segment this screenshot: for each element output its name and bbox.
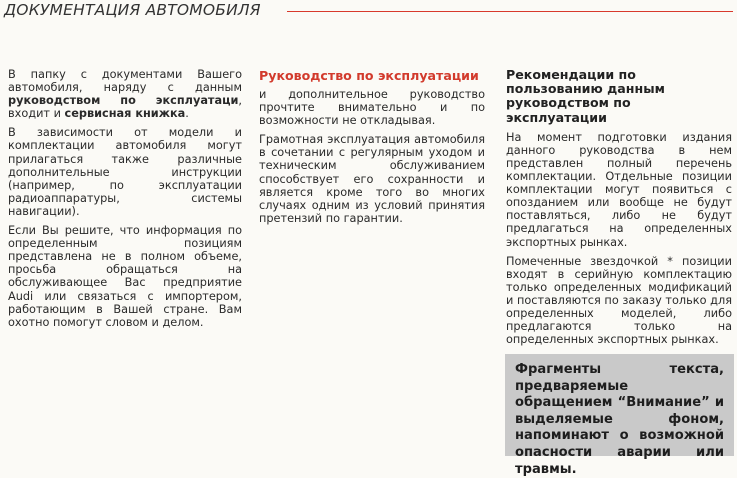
column-recommendations — [506, 68, 732, 352]
intro-text-c: , входит и — [8, 94, 242, 121]
recommendations-paragraph-1: На момент подготовки издания данного руководства в нем представлен полный перечень комплектации. Отдельные позиции комплектации могут появиться с опозданием или вообще не будут поставляться, либо не будут предлагаться на определенных экспортных рынках. — [506, 130, 732, 249]
service-book-term: сервисная книжка — [64, 107, 186, 121]
manual-paragraph-2: Грамотная эксплуатация автомобиля в сочетании с регулярным уходом и техническим обслуживанием способствует его сохранности и является кроме того во многих случаях одним из условий принятия претензий по гарантии. — [259, 133, 485, 225]
column-intro — [8, 68, 242, 335]
intro-text-a: В папку с документами Вашего автомобиля, наряду с данным — [8, 68, 242, 95]
column-manual — [259, 68, 485, 231]
section-title: ДОКУМЕНТАЦИЯ АВТОМОБИЛЯ — [4, 1, 261, 19]
warning-callout — [505, 354, 734, 477]
intro-paragraph-2: В зависимости от модели и комплектации автомобиля могут прилагаться также различные дополнительные инструкции (например, по эксплуатации радиоаппаратуры, системы навигации). — [8, 126, 242, 218]
intro-paragraph-3: Если Вы решите, что информация по определенным позициям представлена не в полном объеме, просьба обращаться на обслуживающее Вас предприятие Audi или связаться с импортером, работающим в Вашей стране. Вам охотно помогут словом и делом. — [8, 224, 242, 329]
manual-paragraph-1: и дополнительное руководство прочтите внимательно и по возможности не откладывая. — [259, 88, 485, 128]
intro-text-e: . — [185, 107, 189, 121]
recommendations-paragraph-2: Помеченные звездочкой * позиции входят в серийную комплектацию только определенных модификаций и поставляются по заказу только для определенных моделей, либо предлагаются только на определенных экспортных рынках. — [506, 254, 732, 347]
manual-term: руководством по эксплуатаци — [8, 94, 239, 108]
header-rule — [287, 11, 733, 12]
callout-text: Фрагменты текста, предваряемые обращением “Внимание” и выделяемые фоном, напоминают о возможной опасности аварии или травмы. — [515, 362, 724, 477]
manual-heading: Руководство по эксплуатации — [259, 68, 479, 83]
recommendations-heading: Рекомендации по пользованию данным руководством по эксплуатации — [506, 67, 665, 125]
intro-paragraph-1 — [8, 68, 242, 120]
